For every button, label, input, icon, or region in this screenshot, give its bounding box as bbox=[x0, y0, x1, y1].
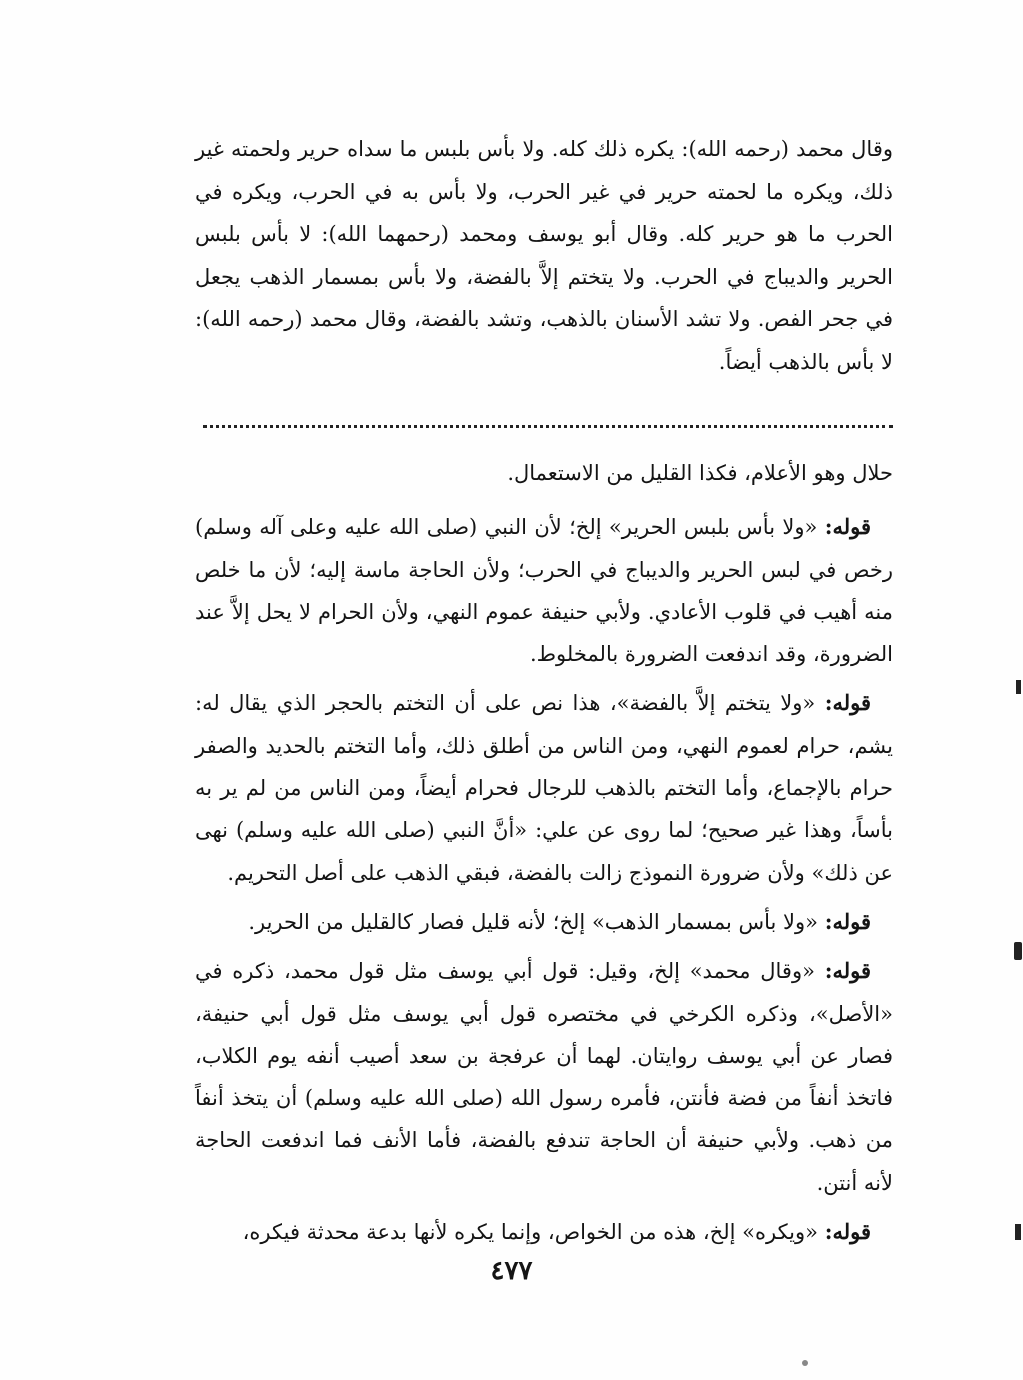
page-number: ٤٧٧ bbox=[490, 1256, 533, 1286]
commentary-paragraph bbox=[195, 682, 893, 893]
paragraph-label: قوله: bbox=[824, 1219, 871, 1245]
paragraph-text: «ولا يتختم إلاَّ بالفضة»، هذا نص على أن التختم بالحجر الذي يقال له: يشم، حرام لعموم النهي، ومن الناس من أطلق ذلك، وأما التختم بالحديد والصفر حرام بالإجماع، وأما التختم بالذهب للرجال فحرام أيضاً، ومن الناس من لم ير به بأساً، وهذا غير صحيح؛ لما روى عن علي: «أنَّ النبي (صلى الله عليه وسلم) نهى عن ذلك» ولأن ضرورة النموذج زالت بالفضة، فبقي الذهب على أصل التحريم. bbox=[195, 691, 893, 885]
paragraph-label: قوله: bbox=[824, 690, 871, 716]
scan-mark bbox=[802, 1360, 808, 1366]
paragraph-text: «وقال محمد» إلخ، وقيل: قول أبي يوسف مثل قول محمد، ذكره في «الأصل»، وذكره الكرخي في مختصره قول أبي يوسف مثل قول أبي حنيفة، فصار عن أبي يوسف روايتان. لهما أن عرفجة بن سعد أصيب أنفه يوم الكلاب، فاتخذ أنفاً من فضة فأنتن، فأمره رسول الله (صلى الله عليه وسلم) أن يتخذ أنفاً من ذهب. ولأبي حنيفة أن الحاجة تندفع بالفضة، فأما الأنف فما اندفعت الحاجة لأنه أنتن. bbox=[195, 959, 893, 1195]
main-text: وقال محمد (رحمه الله): يكره ذلك كله. ولا بأس بلبس ما سداه حرير ولحمته غير ذلك، ويكره ما لحمته حرير في غير الحرب، ولا بأس به في الحرب، ويكره في الحرب ما هو حرير كله. وقال أبو يوسف ومحمد (رحمهما الله): لا بأس بلبس الحرير والديباج في الحرب. ولا يتختم إلاَّ بالفضة، ولا بأس بمسمار الذهب يجعل في جحر الفص. ولا تشد الأسنان بالذهب، وتشد بالفضة، وقال محمد (رحمه الله): لا بأس بالذهب أيضاً. bbox=[195, 137, 893, 374]
commentary-opening: حلال وهو الأعلام، فكذا القليل من الاستعمال. bbox=[507, 461, 893, 485]
paragraph-text: «ولا بأس بمسمار الذهب» إلخ؛ لأنه قليل فصار كالقليل من الحرير. bbox=[248, 909, 825, 934]
commentary-section bbox=[195, 452, 893, 1260]
paragraph-text: «ولا بأس بلبس الحرير» إلخ؛ لأن النبي (صلى الله عليه وعلى آله وسلم) رخص في لبس الحرير والديباج في الحرب؛ ولأن الحاجة ماسة إليه؛ لأن ما خلص منه أهيب في قلوب الأعادي. ولأبي حنيفة عموم النهي، ولأن الحرام لا يحل إلاَّ عند الضرورة، وقد اندفعت الضرورة بالمخلوط. bbox=[195, 515, 893, 667]
paragraph-label: قوله: bbox=[824, 908, 871, 934]
scan-mark bbox=[1014, 942, 1022, 960]
commentary-paragraph bbox=[195, 950, 893, 1204]
paragraph-text: «ويكره» إلخ، هذه من الخواص، وإنما يكره لأنها بدعة محدثة فيكره، bbox=[242, 1220, 825, 1245]
commentary-paragraph bbox=[195, 506, 893, 675]
scan-mark bbox=[1016, 680, 1021, 694]
paragraph-label: قوله: bbox=[824, 514, 871, 540]
commentary-paragraph bbox=[195, 901, 893, 943]
dotted-separator bbox=[203, 425, 893, 438]
scan-mark bbox=[1015, 1224, 1021, 1240]
paragraph-label: قوله: bbox=[824, 958, 871, 984]
commentary-paragraph bbox=[195, 1211, 893, 1253]
